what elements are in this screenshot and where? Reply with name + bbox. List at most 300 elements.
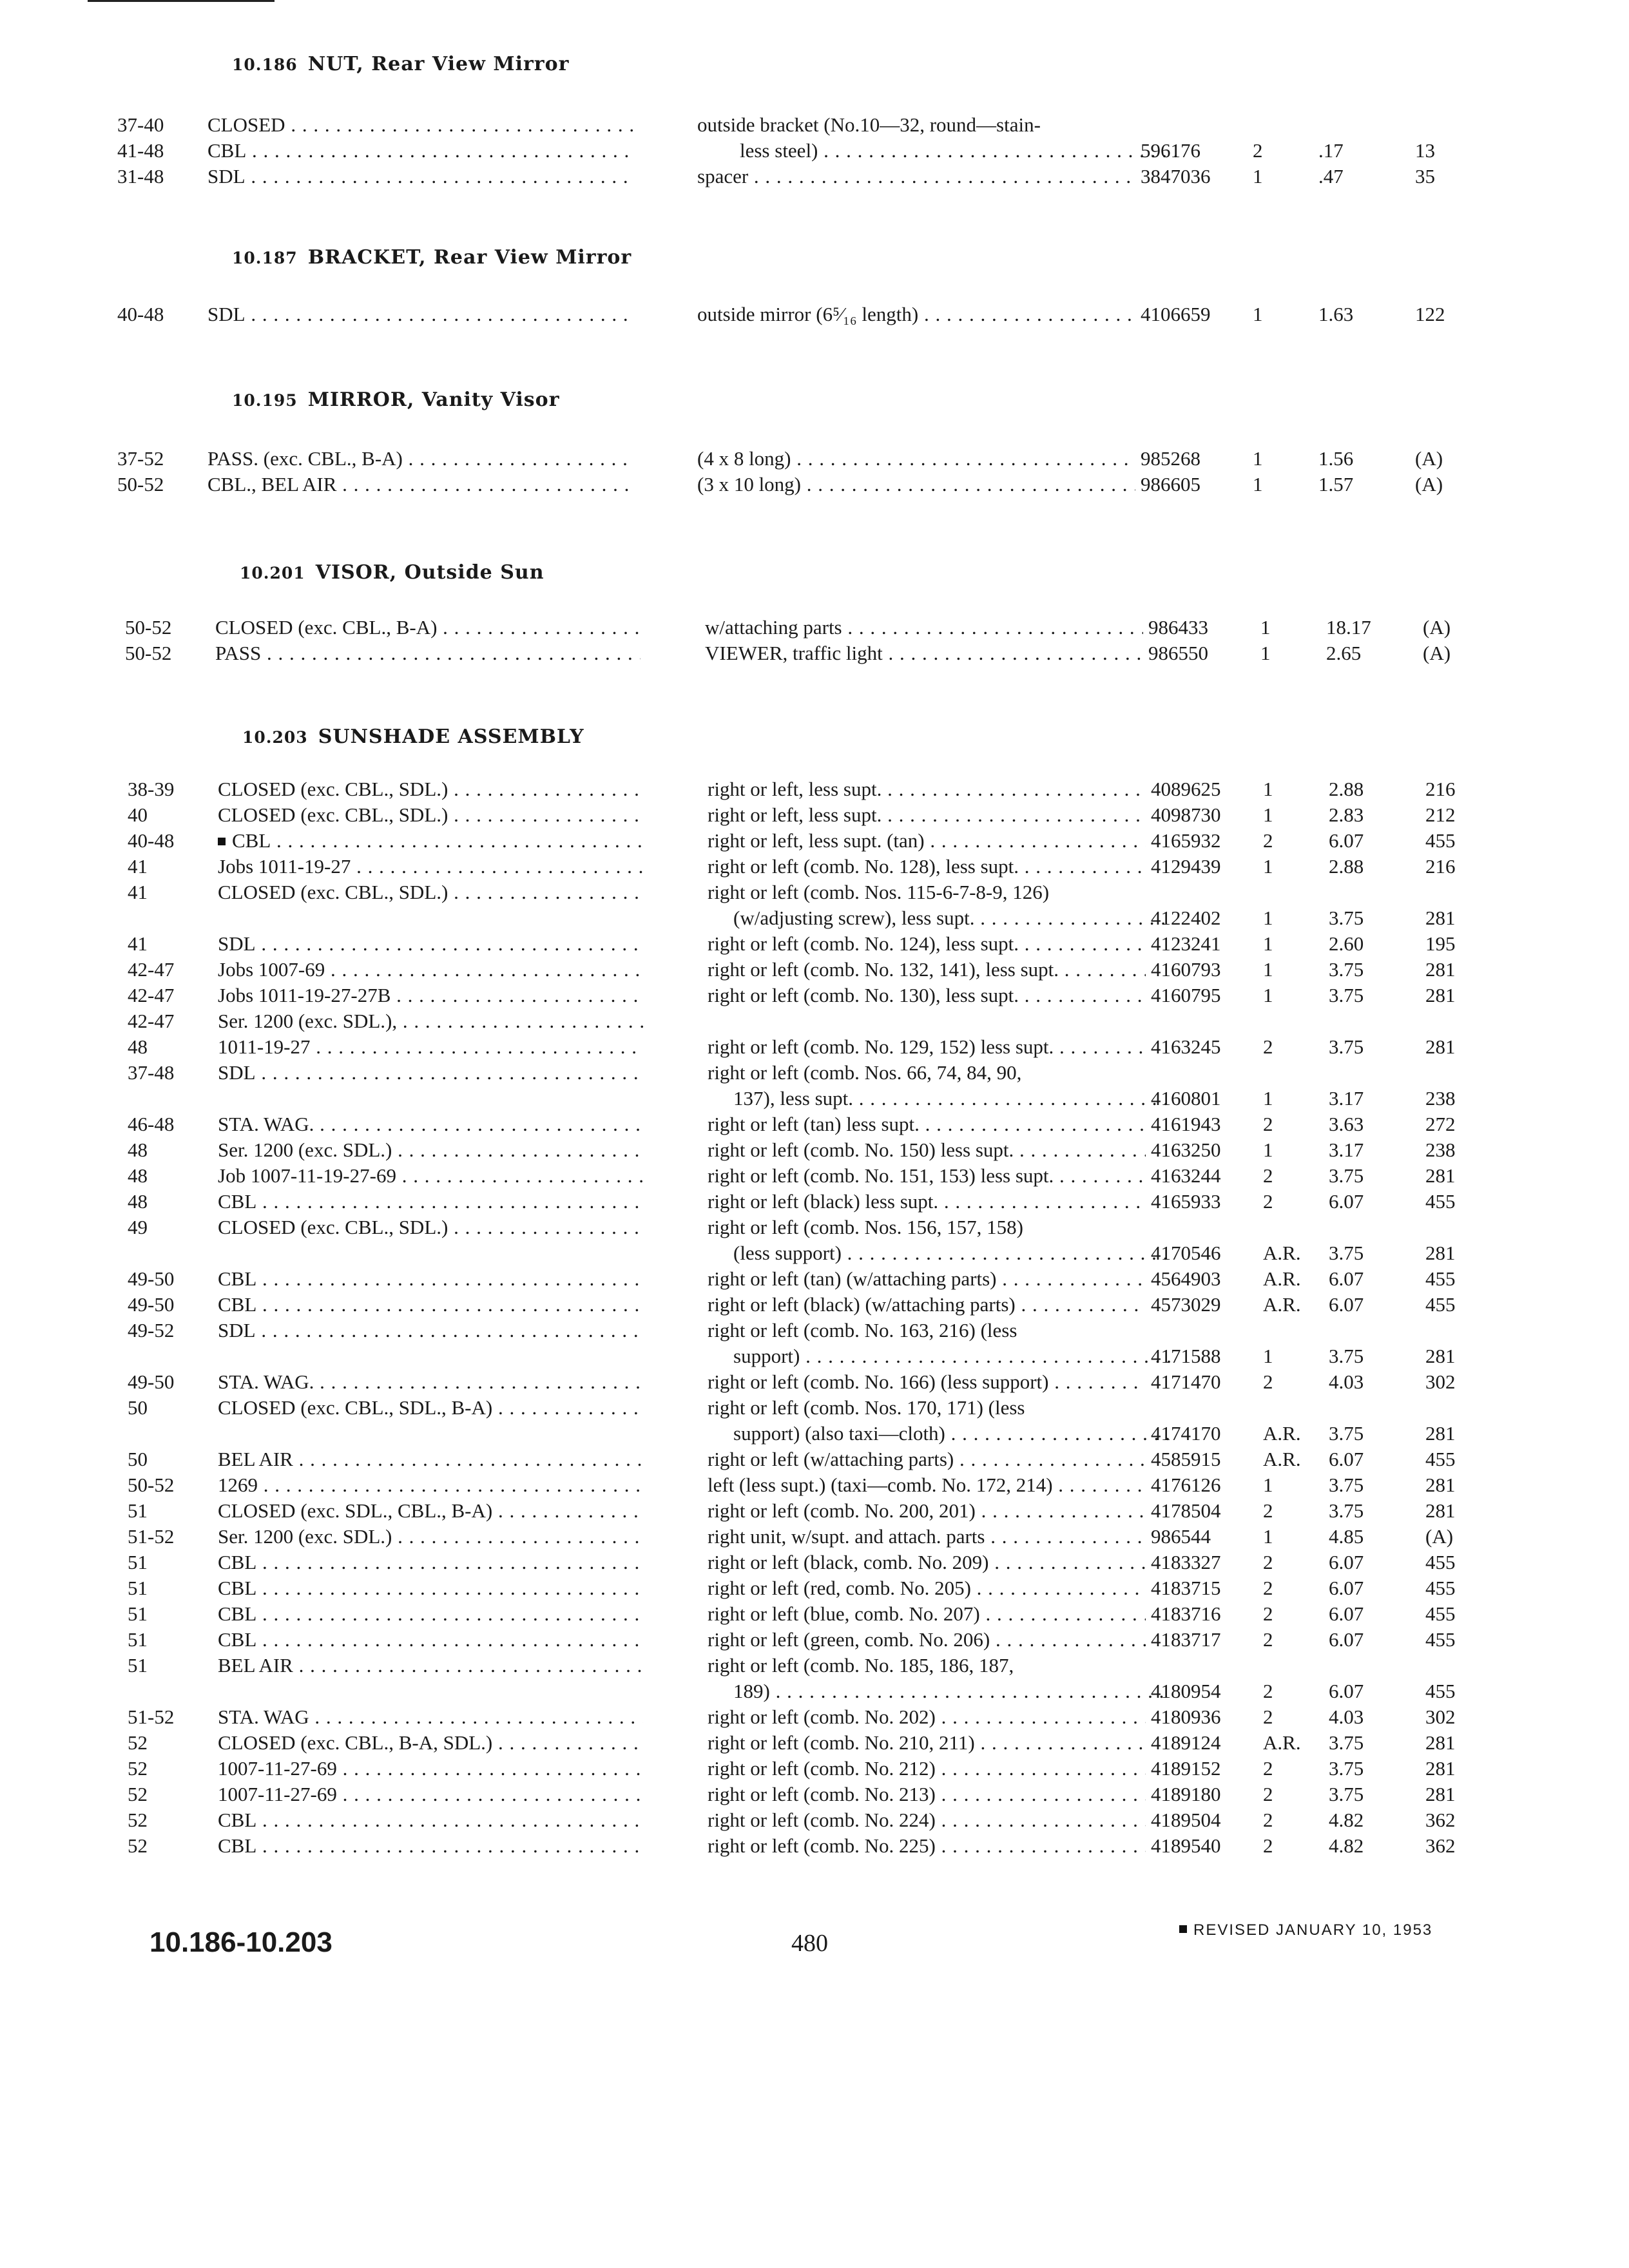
list-price: 6.07	[1329, 1190, 1364, 1213]
quantity: 2	[1253, 139, 1263, 162]
section-name: MIRROR, Vanity Visor	[307, 389, 560, 411]
body-model: Jobs 1011-19-27-27B . . .	[218, 983, 643, 1008]
section-number: 10.186	[232, 55, 298, 74]
price-group: (A)	[1423, 642, 1451, 664]
list-price: 3.75	[1329, 1757, 1364, 1780]
model-year: 52	[128, 1834, 148, 1857]
price-group: (A)	[1415, 447, 1443, 470]
part-number: 4163245	[1151, 1035, 1221, 1058]
price-group: 362	[1425, 1809, 1456, 1831]
section-name: SUNSHADE ASSEMBLY	[318, 726, 584, 748]
quantity: A.R.	[1263, 1422, 1301, 1445]
part-description: right or left (comb. No. 166) (less support) . . .	[708, 1369, 1146, 1395]
part-number: 4163250	[1151, 1139, 1221, 1161]
body-model: SDL . . .	[207, 302, 633, 327]
part-description: spacer . . .	[697, 164, 1135, 189]
quantity: 1	[1253, 303, 1263, 325]
part-description: 137), less supt. . . .	[733, 1086, 1171, 1111]
table-row	[0, 1807, 1629, 1833]
part-number: 4160793	[1151, 958, 1221, 981]
quantity: 1	[1263, 855, 1273, 878]
part-description: right or left (green, comb. No. 206) . . .	[708, 1627, 1146, 1653]
table-row	[0, 1086, 1629, 1111]
table-row	[0, 1446, 1629, 1472]
price-group: (A)	[1425, 1525, 1454, 1548]
model-year: 50-52	[117, 473, 164, 495]
part-description: right or left, less supt. (tan) . . .	[708, 828, 1146, 854]
quantity: 2	[1263, 1757, 1273, 1780]
quantity: 1	[1263, 1474, 1273, 1496]
model-year: 52	[128, 1783, 148, 1805]
list-price: 4.82	[1329, 1809, 1364, 1831]
body-model: CLOSED (exc. CBL., SDL.) . . .	[218, 776, 643, 802]
price-group: 272	[1425, 1113, 1456, 1135]
part-description: (w/adjusting screw), less supt. . . .	[733, 905, 1171, 931]
part-description: (4 x 8 long) . . .	[697, 446, 1135, 472]
section-number: 10.195	[232, 391, 298, 410]
body-model: SDL . . .	[218, 931, 643, 957]
quantity: 2	[1263, 829, 1273, 852]
table-row	[0, 615, 1629, 640]
table-row	[0, 1833, 1629, 1859]
body-model: CLOSED (exc. CBL., SDL., B-A) . . .	[218, 1395, 643, 1421]
list-price: 6.07	[1329, 1267, 1364, 1290]
list-price: 3.17	[1329, 1139, 1364, 1161]
table-row	[0, 1008, 1629, 1034]
body-model: SDL . . .	[218, 1318, 643, 1343]
list-price: 3.63	[1329, 1113, 1364, 1135]
part-number: 4180936	[1151, 1706, 1221, 1728]
list-price: 3.75	[1329, 907, 1364, 929]
model-year: 38-39	[128, 778, 175, 800]
part-description: right or left (comb. No. 151, 153) less supt. . . .	[708, 1163, 1146, 1189]
table-row	[0, 802, 1629, 828]
price-group: 281	[1425, 1035, 1456, 1058]
body-model: CLOSED (exc. CBL., SDL.) . . .	[218, 802, 643, 828]
table-row	[0, 1782, 1629, 1807]
quantity: 1	[1263, 1345, 1273, 1367]
table-row	[0, 1292, 1629, 1318]
part-number: 596176	[1141, 139, 1200, 162]
list-price: 2.60	[1329, 932, 1364, 955]
model-year: 37-52	[117, 447, 164, 470]
model-year: 41	[128, 932, 148, 955]
quantity: 2	[1263, 1628, 1273, 1651]
revision-mark-icon	[218, 838, 226, 845]
quantity: 2	[1263, 1190, 1273, 1213]
part-description: VIEWER, traffic light . . .	[705, 640, 1143, 666]
table-row	[0, 164, 1629, 189]
section-name: BRACKET, Rear View Mirror	[307, 246, 632, 269]
model-year: 51	[128, 1577, 148, 1599]
quantity: 2	[1263, 1706, 1273, 1728]
price-group: 35	[1415, 165, 1435, 187]
part-description: less steel) . . .	[740, 138, 1178, 164]
quantity: 2	[1263, 1602, 1273, 1625]
quantity: 1	[1263, 932, 1273, 955]
price-group: 281	[1425, 958, 1456, 981]
quantity: A.R.	[1263, 1242, 1301, 1264]
part-description: right or left (comb. Nos. 156, 157, 158)	[708, 1216, 1023, 1238]
table-row	[0, 1240, 1629, 1266]
table-row	[0, 1550, 1629, 1575]
part-description: right or left (comb. Nos. 66, 74, 84, 90,	[708, 1061, 1022, 1084]
part-description: right or left (comb. No. 213) . . .	[708, 1782, 1146, 1807]
body-model: Ser. 1200 (exc. SDL.), . . .	[218, 1008, 643, 1034]
model-year: 51	[128, 1551, 148, 1573]
table-row	[0, 138, 1629, 164]
quantity: 2	[1263, 1577, 1273, 1599]
quantity: 1	[1263, 1525, 1273, 1548]
price-group: (A)	[1415, 473, 1443, 495]
body-model: 1007-11-27-69 . . .	[218, 1782, 643, 1807]
model-year: 40-48	[128, 829, 175, 852]
list-price: 6.07	[1329, 1602, 1364, 1625]
model-year: 37-48	[128, 1061, 175, 1084]
part-number: 4189152	[1151, 1757, 1221, 1780]
part-description: right or left, less supt. . . .	[708, 776, 1146, 802]
section-number: 10.201	[240, 564, 305, 582]
part-description: 189) . . .	[733, 1678, 1171, 1704]
section-title	[232, 389, 560, 411]
quantity: 2	[1263, 1164, 1273, 1187]
table-row	[0, 1189, 1629, 1215]
price-group: 195	[1425, 932, 1456, 955]
list-price: 3.75	[1329, 1783, 1364, 1805]
price-group: 281	[1425, 907, 1456, 929]
table-row	[0, 1369, 1629, 1395]
part-number: 4161943	[1151, 1113, 1221, 1135]
part-description: right or left (black, comb. No. 209) . . .	[708, 1550, 1146, 1575]
quantity: 2	[1263, 1113, 1273, 1135]
list-price: 3.75	[1329, 1422, 1364, 1445]
table-row	[0, 446, 1629, 472]
model-year: 49-50	[128, 1293, 175, 1316]
part-number: 4170546	[1151, 1242, 1221, 1264]
part-number: 4123241	[1151, 932, 1221, 955]
list-price: .17	[1318, 139, 1344, 162]
price-group: 281	[1425, 1345, 1456, 1367]
part-number: 986605	[1141, 473, 1200, 495]
list-price: 6.07	[1329, 1577, 1364, 1599]
body-model: SDL . . .	[218, 1060, 643, 1086]
list-price: 3.75	[1329, 1164, 1364, 1187]
table-row	[0, 1421, 1629, 1446]
model-year: 42-47	[128, 958, 175, 981]
quantity: 2	[1263, 1680, 1273, 1702]
part-description: right or left (comb. No. 150) less supt. . . .	[708, 1137, 1146, 1163]
part-number: 4180954	[1151, 1680, 1221, 1702]
part-description: (3 x 10 long) . . .	[697, 472, 1135, 497]
table-row	[0, 905, 1629, 931]
model-year: 31-48	[117, 165, 164, 187]
quantity: 1	[1263, 778, 1273, 800]
table-row	[0, 776, 1629, 802]
list-price: 1.63	[1318, 303, 1354, 325]
body-model: CBL . . .	[218, 1601, 643, 1627]
quantity: A.R.	[1263, 1448, 1301, 1470]
quantity: 2	[1263, 1370, 1273, 1393]
part-number: 4174170	[1151, 1422, 1221, 1445]
price-group: 455	[1425, 1448, 1456, 1470]
model-year: 48	[128, 1035, 148, 1058]
list-price: 1.57	[1318, 473, 1354, 495]
body-model: CLOSED (exc. CBL., SDL.) . . .	[218, 879, 643, 905]
model-year: 50	[128, 1396, 148, 1419]
body-model: STA. WAG . . .	[218, 1704, 643, 1730]
price-group: 281	[1425, 1422, 1456, 1445]
part-description: right or left (comb. No. 128), less supt. . . .	[708, 854, 1146, 879]
list-price: 3.75	[1329, 1345, 1364, 1367]
table-row	[0, 1215, 1629, 1240]
list-price: 6.07	[1329, 1680, 1364, 1702]
part-number: 4165932	[1151, 829, 1221, 852]
part-description: (less support) . . .	[733, 1240, 1171, 1266]
body-model: STA. WAG. . . .	[218, 1111, 643, 1137]
part-number: 4573029	[1151, 1293, 1221, 1316]
part-number: 4122402	[1151, 907, 1221, 929]
body-model: CBL., BEL AIR . . .	[207, 472, 633, 497]
part-number: 4183716	[1151, 1602, 1221, 1625]
price-group: 238	[1425, 1087, 1456, 1110]
part-description: right or left (comb. No. 129, 152) less supt. . . .	[708, 1034, 1146, 1060]
model-year: 48	[128, 1139, 148, 1161]
quantity: 1	[1263, 984, 1273, 1006]
quantity: 2	[1263, 1551, 1273, 1573]
part-number: 4183717	[1151, 1628, 1221, 1651]
part-number: 3847036	[1141, 165, 1211, 187]
list-price: 3.75	[1329, 1474, 1364, 1496]
list-price: 6.07	[1329, 829, 1364, 852]
body-model: CLOSED (exc. CBL., B-A) . . .	[215, 615, 641, 640]
quantity: 2	[1263, 1499, 1273, 1522]
body-model: CBL . . .	[218, 1550, 643, 1575]
price-group: 455	[1425, 1293, 1456, 1316]
model-year: 40-48	[117, 303, 164, 325]
table-row	[0, 983, 1629, 1008]
part-number: 4089625	[1151, 778, 1221, 800]
list-price: 2.88	[1329, 778, 1364, 800]
list-price: .47	[1318, 165, 1344, 187]
table-row	[0, 302, 1629, 327]
body-model: Ser. 1200 (exc. SDL.) . . .	[218, 1137, 643, 1163]
part-number: 4129439	[1151, 855, 1221, 878]
quantity: 2	[1263, 1834, 1273, 1857]
part-number: 986550	[1148, 642, 1208, 664]
body-model: CLOSED (exc. CBL., B-A, SDL.) . . .	[218, 1730, 643, 1756]
price-group: 455	[1425, 1680, 1456, 1702]
list-price: 3.75	[1329, 1242, 1364, 1264]
model-year: 51	[128, 1628, 148, 1651]
list-price: 6.07	[1329, 1448, 1364, 1470]
quantity: 1	[1263, 1139, 1273, 1161]
list-price: 4.03	[1329, 1370, 1364, 1393]
table-row	[0, 931, 1629, 957]
price-group: 238	[1425, 1139, 1456, 1161]
body-model: 1011-19-27 . . .	[218, 1034, 643, 1060]
body-model: CBL . . .	[218, 1292, 643, 1318]
section-title	[232, 53, 569, 75]
part-description: support) (also taxi—cloth) . . .	[733, 1421, 1171, 1446]
price-group: 302	[1425, 1370, 1456, 1393]
part-number: 4160801	[1151, 1087, 1221, 1110]
part-number: 4178504	[1151, 1499, 1221, 1522]
quantity: A.R.	[1263, 1731, 1301, 1754]
model-year: 51	[128, 1602, 148, 1625]
part-description: right or left (comb. No. 163, 216) (less	[708, 1319, 1017, 1341]
price-group: 455	[1425, 1577, 1456, 1599]
table-row	[0, 1704, 1629, 1730]
body-model: Job 1007-11-19-27-69 . . .	[218, 1163, 643, 1189]
quantity: 1	[1253, 447, 1263, 470]
model-year: 52	[128, 1809, 148, 1831]
part-description: right or left (w/attaching parts) . . .	[708, 1446, 1146, 1472]
list-price: 3.75	[1329, 1499, 1364, 1522]
price-group: 216	[1425, 855, 1456, 878]
table-row	[0, 1498, 1629, 1524]
model-year: 41-48	[117, 139, 164, 162]
part-description: right or left (black) less supt. . . .	[708, 1189, 1146, 1215]
section-title	[242, 726, 584, 748]
list-price: 1.56	[1318, 447, 1354, 470]
quantity: A.R.	[1263, 1267, 1301, 1290]
quantity: 2	[1263, 1783, 1273, 1805]
price-group: 455	[1425, 1602, 1456, 1625]
part-description: right or left (comb. No. 124), less supt. . . .	[708, 931, 1146, 957]
model-year: 40	[128, 803, 148, 826]
part-number: 985268	[1141, 447, 1200, 470]
quantity: 2	[1263, 1809, 1273, 1831]
part-number: 4189504	[1151, 1809, 1221, 1831]
part-number: 4189124	[1151, 1731, 1221, 1754]
section-title	[232, 246, 631, 269]
price-group: (A)	[1423, 616, 1451, 639]
price-group: 281	[1425, 1474, 1456, 1496]
quantity: 1	[1263, 907, 1273, 929]
list-price: 2.65	[1326, 642, 1362, 664]
model-year: 42-47	[128, 1010, 175, 1032]
model-year: 49-50	[128, 1370, 175, 1393]
part-description: right or left (comb. No. 200, 201) . . .	[708, 1498, 1146, 1524]
body-model: 1007-11-27-69 . . .	[218, 1756, 643, 1782]
part-description: right or left (black) (w/attaching parts) . . .	[708, 1292, 1146, 1318]
model-year: 49	[128, 1216, 148, 1238]
price-group: 455	[1425, 1190, 1456, 1213]
price-group: 302	[1425, 1706, 1456, 1728]
list-price: 3.75	[1329, 984, 1364, 1006]
model-year: 41	[128, 855, 148, 878]
section-number: 10.187	[232, 249, 298, 267]
price-group: 212	[1425, 803, 1456, 826]
table-row	[0, 1318, 1629, 1343]
table-row	[0, 854, 1629, 879]
quantity: 1	[1263, 803, 1273, 826]
table-row	[0, 1111, 1629, 1137]
part-number: 4171588	[1151, 1345, 1221, 1367]
table-row	[0, 1266, 1629, 1292]
quantity: 1	[1263, 1087, 1273, 1110]
model-year: 46-48	[128, 1113, 175, 1135]
revision-mark-icon	[1179, 1925, 1187, 1933]
body-model: CBL . . .	[218, 1189, 643, 1215]
table-row	[0, 879, 1629, 905]
body-model: STA. WAG. . . .	[218, 1369, 643, 1395]
body-model: CBL . . .	[218, 828, 643, 854]
body-model: BEL AIR . . .	[218, 1446, 643, 1472]
body-model: CLOSED (exc. SDL., CBL., B-A) . . .	[218, 1498, 643, 1524]
table-row	[0, 1060, 1629, 1086]
footer-range: 10.186-10.203	[149, 1927, 333, 1958]
model-year: 52	[128, 1731, 148, 1754]
price-group: 281	[1425, 1499, 1456, 1522]
model-year: 37-40	[117, 113, 164, 136]
price-group: 362	[1425, 1834, 1456, 1857]
body-model: CBL . . .	[218, 1833, 643, 1859]
model-year: 50-52	[125, 616, 172, 639]
list-price: 3.75	[1329, 1035, 1364, 1058]
body-model: CBL . . .	[218, 1575, 643, 1601]
list-price: 3.17	[1329, 1087, 1364, 1110]
table-row	[0, 640, 1629, 666]
part-number: 4165933	[1151, 1190, 1221, 1213]
part-description: right or left (comb. No. 132, 141), less supt. . . .	[708, 957, 1146, 983]
page-number: 480	[791, 1930, 828, 1957]
part-description: right or left (comb. No. 224) . . .	[708, 1807, 1146, 1833]
section-name: NUT, Rear View Mirror	[307, 53, 570, 75]
table-row	[0, 1343, 1629, 1369]
table-row	[0, 1524, 1629, 1550]
part-number: 986544	[1151, 1525, 1211, 1548]
body-model: BEL AIR . . .	[218, 1653, 643, 1678]
model-year: 50	[128, 1448, 148, 1470]
table-row	[0, 957, 1629, 983]
quantity: 1	[1260, 642, 1271, 664]
quantity: 1	[1253, 165, 1263, 187]
part-description: right or left (comb. No. 202) . . .	[708, 1704, 1146, 1730]
price-group: 455	[1425, 1267, 1456, 1290]
part-description: right or left (comb. No. 185, 186, 187,	[708, 1654, 1014, 1677]
model-year: 42-47	[128, 984, 175, 1006]
part-description: right or left (tan) (w/attaching parts) . . .	[708, 1266, 1146, 1292]
list-price: 3.75	[1329, 1731, 1364, 1754]
section-name: VISOR, Outside Sun	[315, 561, 545, 584]
part-description: right or left (comb. No. 212) . . .	[708, 1756, 1146, 1782]
list-price: 4.85	[1329, 1525, 1364, 1548]
table-row	[0, 1678, 1629, 1704]
list-price: 4.03	[1329, 1706, 1364, 1728]
model-year: 48	[128, 1164, 148, 1187]
body-model: PASS . . .	[215, 640, 641, 666]
part-description: outside bracket (No.10—32, round—stain-	[697, 113, 1041, 136]
part-number: 4106659	[1141, 303, 1211, 325]
model-year: 50-52	[128, 1474, 175, 1496]
body-model: Ser. 1200 (exc. SDL.) . . .	[218, 1524, 643, 1550]
price-group: 281	[1425, 1731, 1456, 1754]
quantity: A.R.	[1263, 1293, 1301, 1316]
body-model: SDL . . .	[207, 164, 633, 189]
part-number: 4176126	[1151, 1474, 1221, 1496]
part-description: w/attaching parts . . .	[705, 615, 1143, 640]
part-number: 4160795	[1151, 984, 1221, 1006]
body-model: CBL . . .	[218, 1266, 643, 1292]
table-row	[0, 1395, 1629, 1421]
table-row	[0, 1601, 1629, 1627]
price-group: 455	[1425, 829, 1456, 852]
model-year: 51-52	[128, 1525, 175, 1548]
body-model: CBL . . .	[218, 1807, 643, 1833]
model-year: 52	[128, 1757, 148, 1780]
table-row	[0, 1137, 1629, 1163]
